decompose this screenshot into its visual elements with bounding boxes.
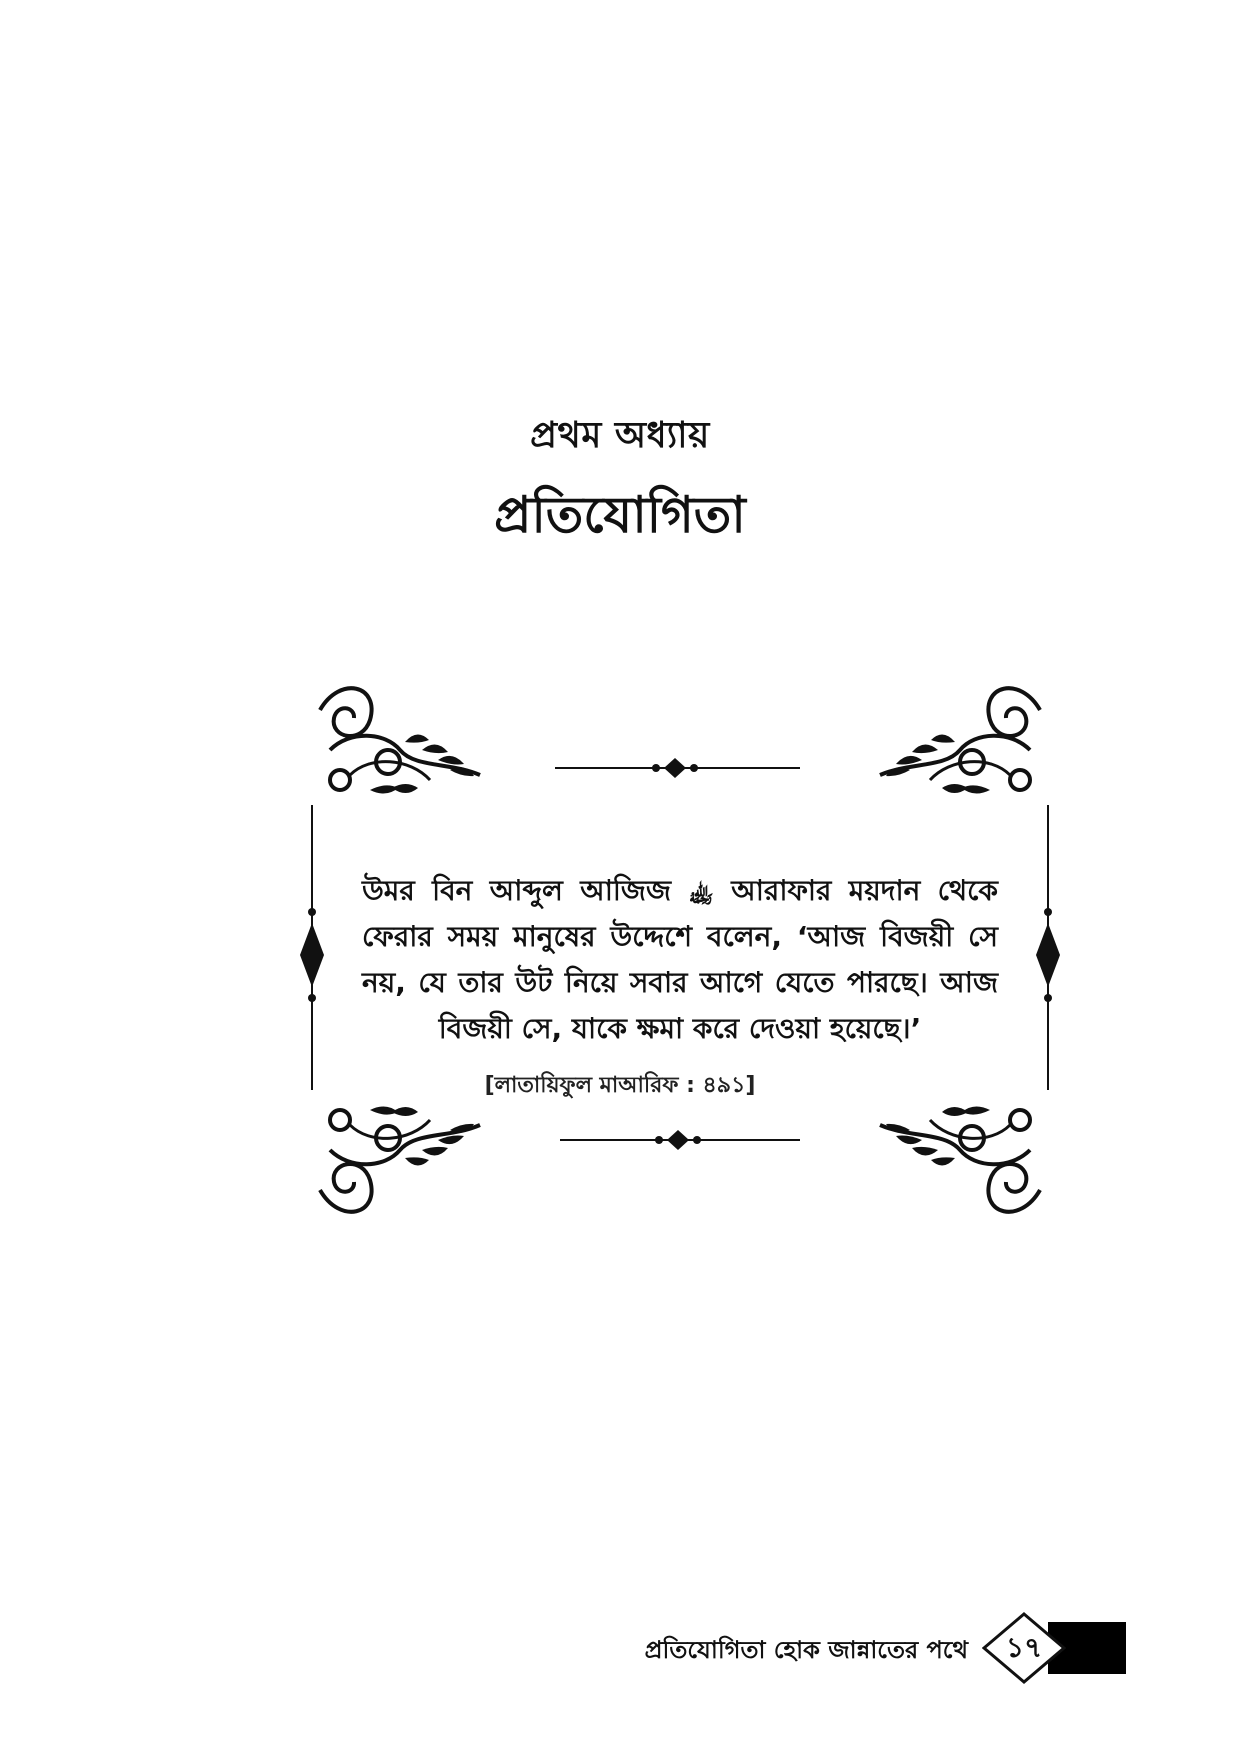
quote-citation: [লাতায়িফুল মাআরিফ : ৪৯১] bbox=[484, 1073, 756, 1098]
chapter-label: প্রথম অধ্যায় bbox=[530, 415, 710, 456]
page-number: ১৭ bbox=[1005, 1631, 1043, 1664]
quote-text: উমর বিন আব্দুল আজিজ ﵀ আরাফার ময়দান থেকে ফেরার সময় মানুষের উদ্দেশে বলেন, ‘আজ বিজয়ী সে নয়, যে তার উট নিয়ে সবার আগে যেতে পারছে। আজ বিজয়ী সে, যাকে ক্ষমা করে দেওয়া হয়েছে।’ bbox=[362, 874, 998, 1045]
footer-book-title: প্রতিযোগিতা হোক জান্নাতের পথে bbox=[644, 1636, 968, 1664]
chapter-title: প্রতিযোগিতা bbox=[494, 486, 746, 544]
